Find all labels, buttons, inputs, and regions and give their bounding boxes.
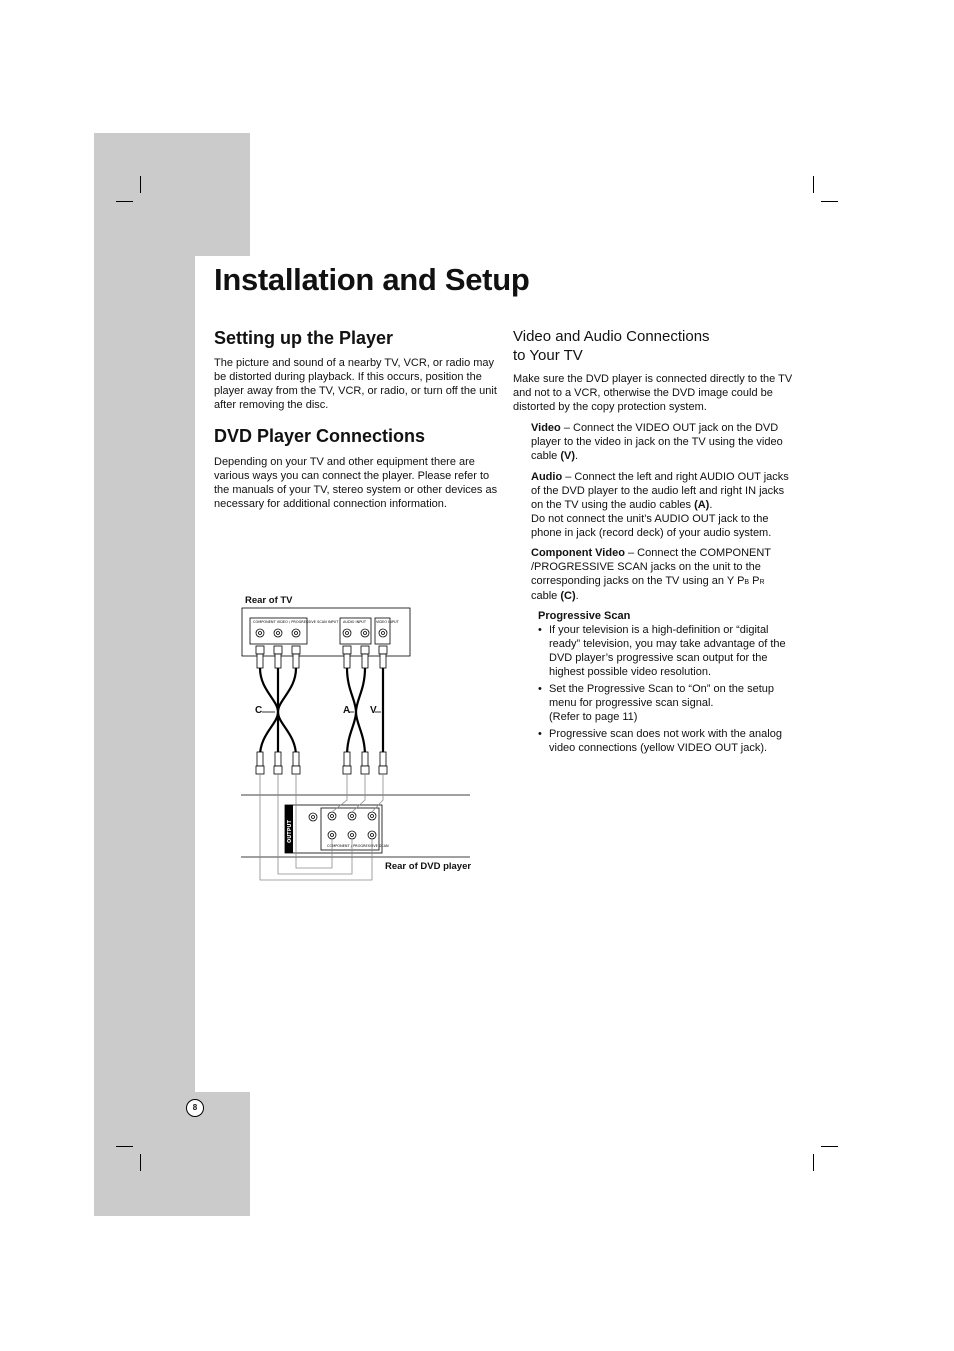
connection-diagram <box>235 600 475 885</box>
crop-mark <box>140 1154 141 1171</box>
rear-of-dvd-label: Rear of DVD player <box>385 861 472 872</box>
tv-video-label: VIDEO INPUT <box>376 620 399 624</box>
tv-component-label: COMPONENT VIDEO / PROGRESSIVE SCAN INPUT <box>253 620 339 624</box>
bullet-item: • If your television is a high-definition or “digital ready” television, you may take advantage of the DVD player’s progressive scan output for the highest possible video resolution. <box>538 624 786 678</box>
page-number: 8 <box>186 1099 204 1117</box>
crop-mark <box>140 176 141 193</box>
side-panel-bottom <box>94 1092 250 1216</box>
rear-of-tv-label: Rear of TV <box>245 595 293 606</box>
crop-mark <box>116 1146 133 1147</box>
cable-a-label: A <box>343 705 351 716</box>
dvd-component-label: COMPONENT / PROGRESSIVE SCAN <box>327 844 389 848</box>
bullet-item: • Set the Progressive Scan to “On” on the setup menu for progressive scan signal. (Refer to page 11) <box>538 683 775 723</box>
bottom-plugs <box>256 752 387 774</box>
component-paragraph: Component Video – Connect the COMPONENT /PROGRESSIVE SCAN jacks on the unit to the corresponding jacks on the TV using an Y PB PR cable (C). <box>531 547 771 602</box>
side-panel-top <box>94 133 250 256</box>
dvd-output-label: OUTPUT <box>287 820 293 843</box>
audio-paragraph: Audio – Connect the left and right AUDIO OUT jacks of the DVD player to the audio left and right IN jacks on the TV using the audio cables (A). Do not connect the unit’s AUDIO OUT jack to the phone in jack (record deck) of your audio system. <box>531 471 789 539</box>
crop-mark <box>813 176 814 193</box>
video-audio-heading: Video and Audio Connections to Your TV <box>513 328 710 364</box>
dvd-connections-heading: DVD Player Connections <box>214 426 426 446</box>
crop-mark <box>821 201 838 202</box>
setting-up-heading: Setting up the Player <box>214 328 394 348</box>
routing-lines <box>260 774 383 880</box>
bullet-item: • Progressive scan does not work with the analog video connections (yellow VIDEO OUT jack). <box>538 728 782 754</box>
setting-up-body: The picture and sound of a nearby TV, VCR, or radio may be distorted during playback. If this occurs, position the player away from the TV, VCR, or radio, or turn off the unit after removing the disc. <box>214 357 497 411</box>
dvd-connections-body: Depending on your TV and other equipment there are various ways you can connect the player. Please refer to the manuals of your TV, stereo system or other devices as necessary for additional connection information. <box>214 456 498 510</box>
top-plugs <box>256 646 387 668</box>
video-paragraph: Video – Connect the VIDEO OUT jack on the DVD player to the video in jack on the TV using the video cable (V). <box>531 422 783 462</box>
cable-c-label: C <box>255 705 263 716</box>
side-panel-left <box>94 256 195 1092</box>
video-audio-intro: Make sure the DVD player is connected directly to the TV and not to a VCR, otherwise the DVD image could be distorted by the copy protection system. <box>513 373 793 413</box>
crop-mark <box>813 1154 814 1171</box>
tv-audio-label: AUDIO INPUT <box>343 620 367 624</box>
cable-v-label: V <box>370 705 377 716</box>
crop-mark <box>821 1146 838 1147</box>
progressive-scan-heading: Progressive Scan <box>538 610 631 622</box>
page-title: Installation and Setup <box>214 262 530 297</box>
cables <box>260 668 383 756</box>
crop-mark <box>116 201 133 202</box>
